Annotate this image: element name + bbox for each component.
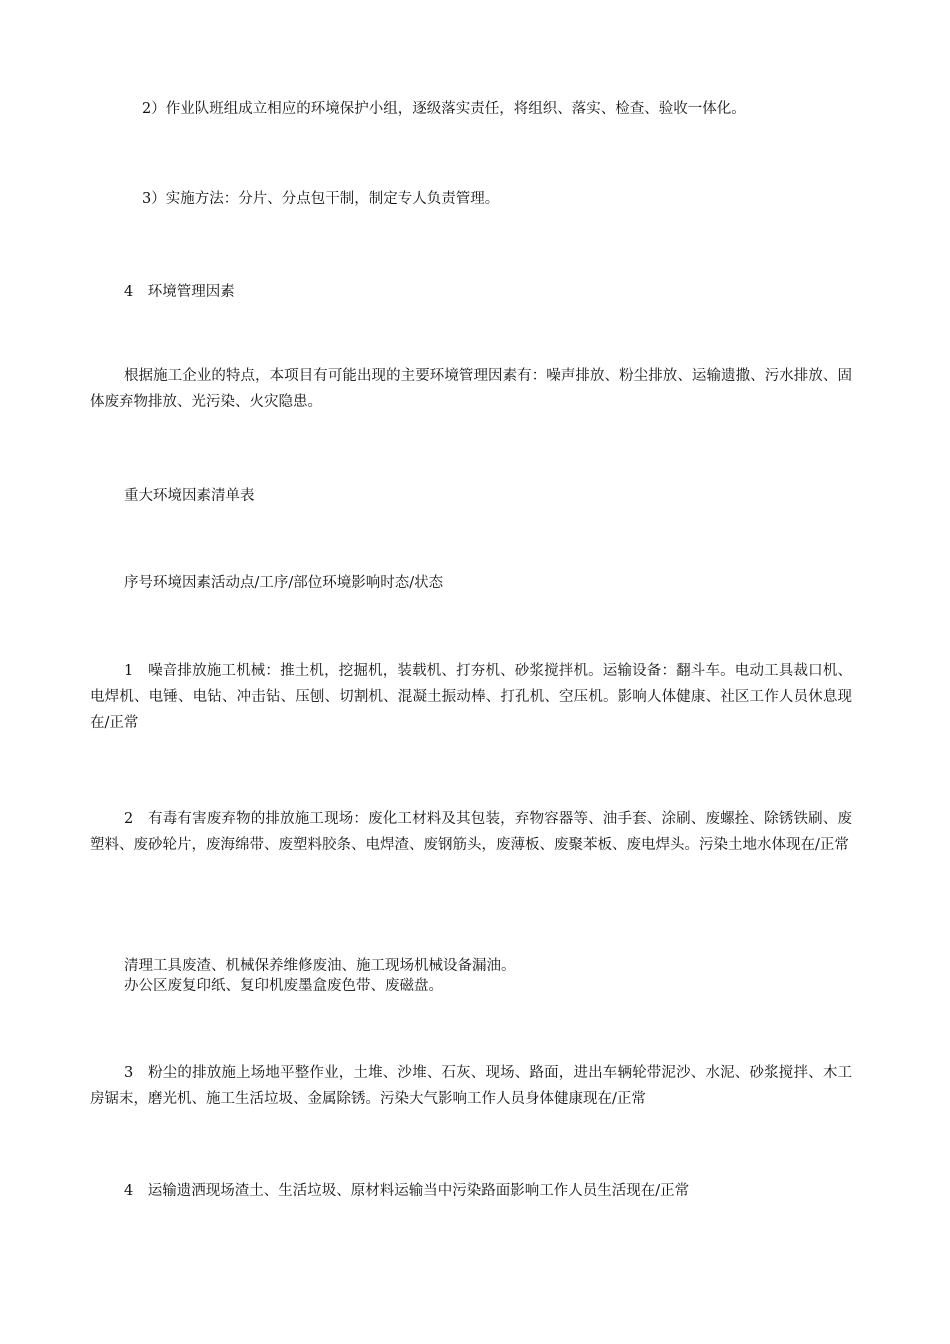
paragraph-implementation-method: 3）实施方法：分片、分点包干制，制定专人负责管理。 xyxy=(142,191,500,207)
paragraph-team-responsibility: 2）作业队班组成立相应的环境保护小组，逐级落实责任，将组织、落实、检查、验收一体化。 xyxy=(142,101,746,117)
waste-detail-line: 清理工具废渣、机械保养维修废油、施工现场机械设备漏油。 xyxy=(124,958,516,974)
table-row-hazardous-waste: 2 有毒有害废弃物的排放施工现场：废化工材料及其包装，弃物容器等、油手套、涂刷、废螺拴、除锈铁刷、废塑料、废砂轮片，废海绵带、废塑料胶条、电焊渣、废钢筋头，废薄板、废聚苯板、废电焊头。污染土地水体现在/正常 xyxy=(90,811,852,853)
section-heading-environment-factors: 4 环境管理因素 xyxy=(124,284,235,300)
table-row-dust: 3 粉尘的排放施上场地平整作业，土堆、沙堆、石灰、现场、路面，进出车辆轮带泥沙、水泥、砂浆搅拌、木工房锯末，磨光机、施工生活垃圾、金属除锈。污染大气影响工作人员身体健康现在/正常 xyxy=(90,1065,852,1107)
table-row-transport-spill: 4 运输遗洒现场渣土、生活垃圾、原材料运输当中污染路面影响工作人员生活现在/正常 xyxy=(124,1183,690,1199)
paragraph-main-factors: 根据施工企业的特点，本项目有可能出现的主要环境管理因素有：噪声排放、粉尘排放、运输遗撒、污水排放、固体废弃物排放、光污染、火灾隐患。 xyxy=(90,368,852,410)
table-header-row: 序号环境因素活动点/工序/部位环境影响时态/状态 xyxy=(124,575,444,591)
waste-detail-block xyxy=(124,956,844,996)
table-title-major-factors: 重大环境因素清单表 xyxy=(124,488,255,504)
table-row-noise: 1 噪音排放施工机械：推土机，挖掘机，装载机、打夯机、砂浆搅拌机。运输设备：翻斗车。电动工具裁口机、电焊机、电锤、电钻、冲击钻、压刨、切割机、混凝土振动棒、打孔机、空压机。影响人体健康、社区工作人员休息现在/正常 xyxy=(90,663,852,731)
waste-detail-line: 办公区废复印纸、复印机废墨盒废色带、废磁盘。 xyxy=(124,978,443,994)
